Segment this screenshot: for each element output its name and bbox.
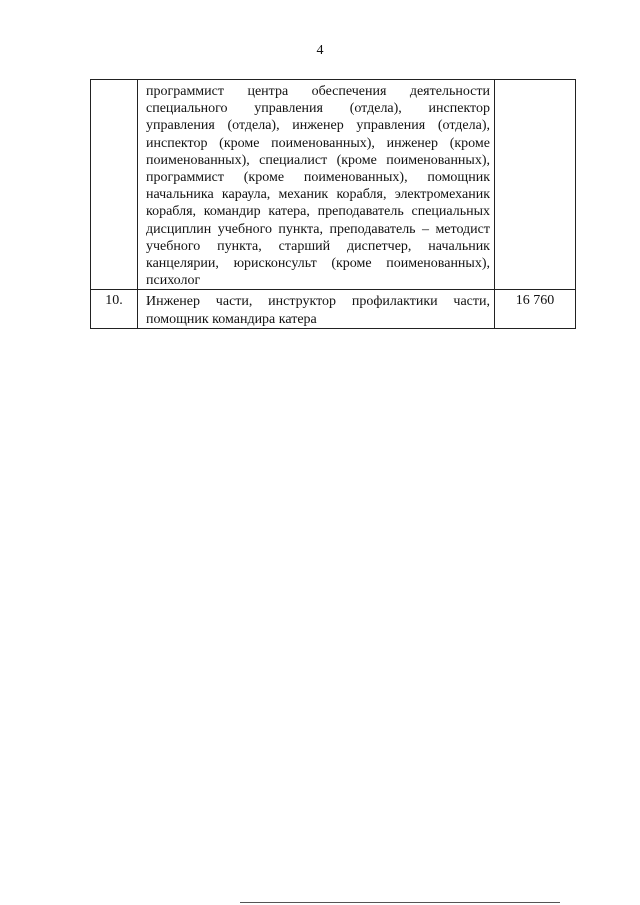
row-number-cell: 10. [91,290,138,328]
table-row [91,80,576,290]
row-number-cell [91,80,138,290]
table-row [91,290,576,328]
salary-value-cell [495,80,576,290]
page-number: 4 [316,43,324,58]
salary-table [90,79,576,329]
page-bottom-edge [240,902,560,903]
position-list-cell: Инженер части, инструктор профилактики части, помощник командира катера [138,290,495,328]
position-list-cell: программист центра обеспечения деятельности специального управления (отдела), инспектор управления (отдела), инженер управления (отдела), инспектор (кроме поименованных), инженер (кроме поименованных), специалист (кроме поименованных), программист (кроме поименованных), помощник начальника караула, механик корабля, электромеханик корабля, командир катера, преподаватель специальных дисциплин учебного пункта, преподаватель – методист учебного пункта, старший диспетчер, начальник канцелярии, юрисконсульт (кроме поименованных), психолог [138,80,495,290]
salary-value-cell: 16 760 [495,290,576,328]
